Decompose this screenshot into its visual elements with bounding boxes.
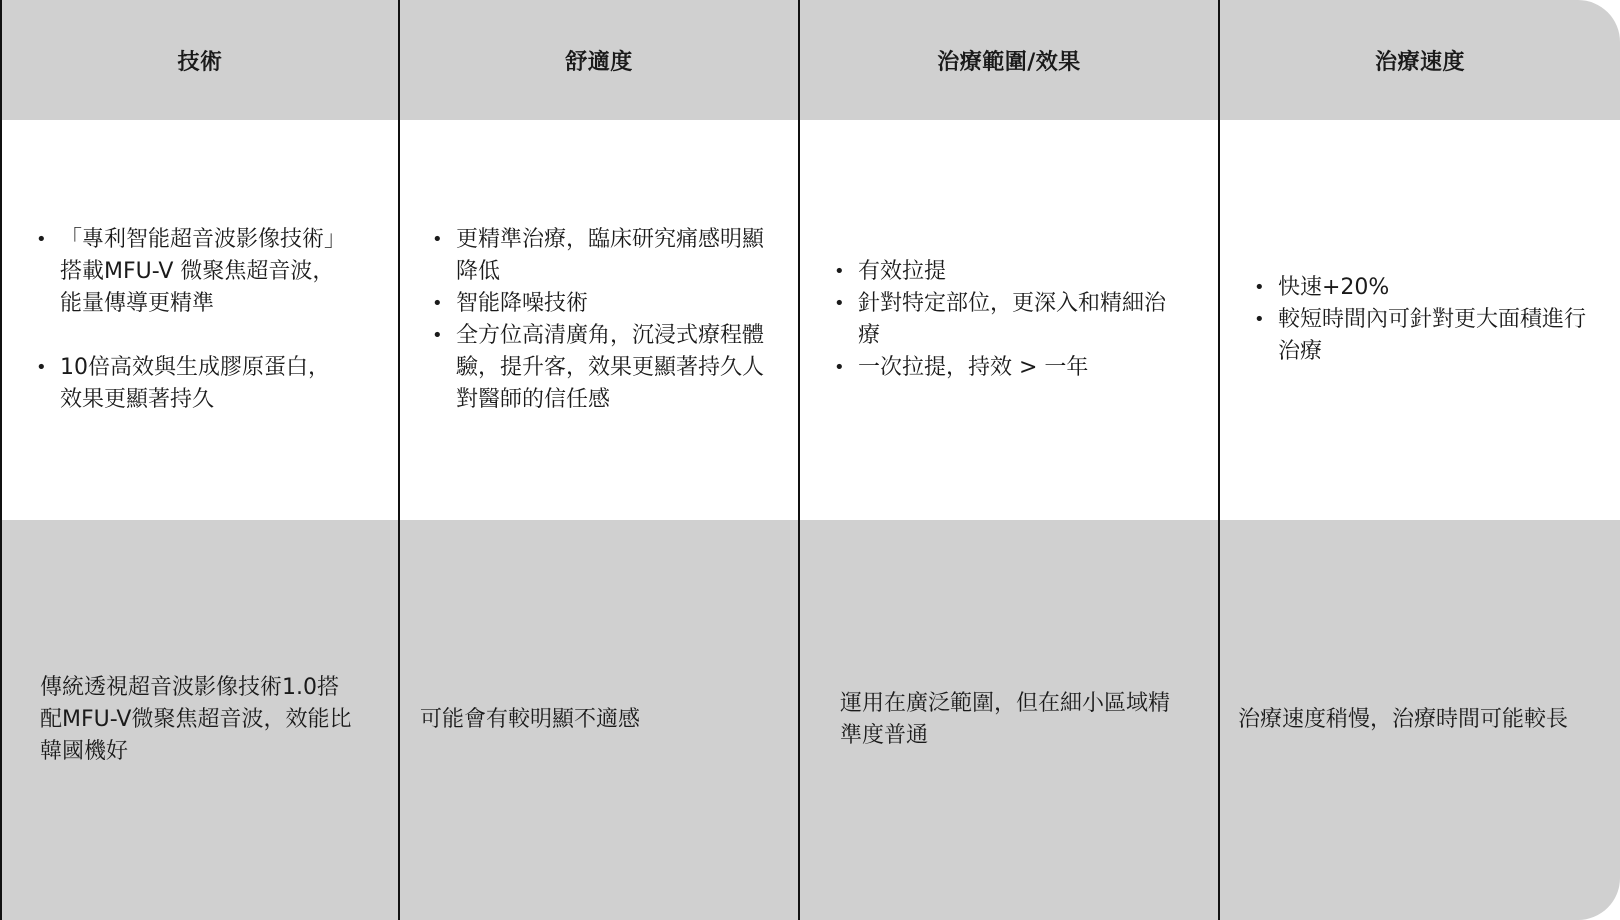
highlight-cell-range-effect [800, 120, 1220, 520]
highlight-cell-technology [0, 120, 400, 520]
header-speed: 治療速度 [1374, 49, 1465, 75]
speed-list [1254, 272, 1590, 368]
highlight-cell-comfort [400, 120, 800, 520]
list-item: • 針對特定部位，更深入和精細治療 [834, 288, 1174, 352]
compare-cell-comfort [400, 520, 800, 920]
highlight-cell-speed [1220, 120, 1620, 520]
list-item: • 全方位高清廣角，沉浸式療程體驗，提升客，效果更顯著持久人對醫師的信任感 [432, 320, 770, 416]
header-range-effect: 治療範圍/效果 [937, 49, 1081, 75]
technology-list [36, 224, 342, 416]
compare-cell-speed [1220, 520, 1620, 920]
range-effect-list [834, 256, 1174, 384]
list-item: • 有效拉提 [834, 256, 1174, 288]
list-item: • 10倍高效與生成膠原蛋白，效果更顯著持久 [36, 352, 342, 416]
compare-text: 傳統透視超音波影像技術1.0搭配MFU-V微聚焦超音波，效能比韓國機好 [40, 675, 352, 764]
list-item: • 智能降噪技術 [432, 288, 770, 320]
compare-cell-technology [0, 520, 400, 920]
list-item: • 更精準治療，臨床研究痛感明顯降低 [432, 224, 770, 288]
header-comfort: 舒適度 [565, 49, 633, 75]
list-item: • 較短時間內可針對更大面積進行治療 [1254, 304, 1590, 368]
list-item: • 一次拉提，持效 > 一年 [834, 352, 1174, 384]
compare-text: 可能會有較明顯不適感 [420, 707, 641, 732]
header-technology: 技術 [177, 49, 223, 75]
header-cell-comfort [400, 0, 800, 120]
list-item: • 「專利智能超音波影像技術」搭載MFU-V 微聚焦超音波，能量傳導更精準 [36, 224, 342, 320]
header-cell-technology [0, 0, 400, 120]
list-item: • 快速+20% [1254, 272, 1590, 304]
header-cell-range-effect [800, 0, 1220, 120]
compare-text: 運用在廣泛範圍，但在細小區域精準度普通 [840, 691, 1171, 748]
compare-cell-range-effect [800, 520, 1220, 920]
comfort-list [432, 224, 770, 416]
header-cell-speed [1220, 0, 1620, 120]
compare-text: 治療速度稍慢，治療時間可能較長 [1238, 707, 1569, 732]
